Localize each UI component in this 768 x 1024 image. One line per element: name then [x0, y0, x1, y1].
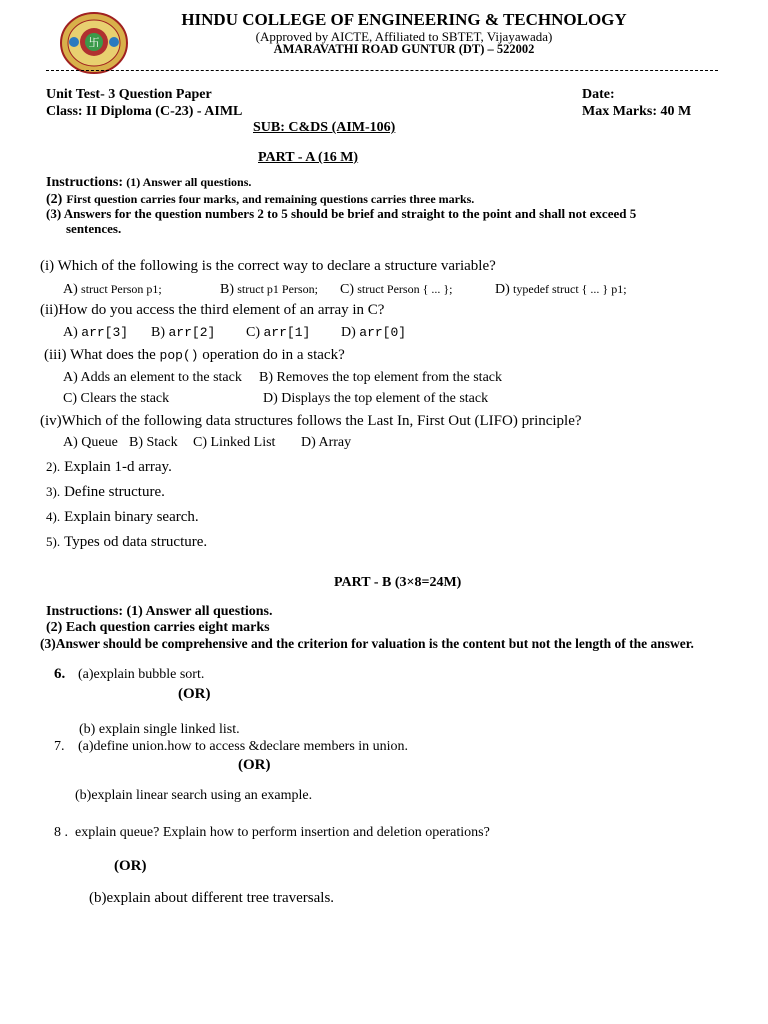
question-7-number: 7. — [54, 739, 65, 754]
q2-option-a: A) arr[3] — [63, 325, 129, 340]
question-6b: (b) explain single linked list. — [79, 722, 240, 737]
part-a-instruction-2: (2) First question carries four marks, and remaining questions carries three marks. — [46, 192, 475, 207]
test-title: Unit Test- 3 Question Paper — [46, 87, 212, 102]
question-3: 3). Define structure. — [46, 484, 165, 500]
part-a-instruction-3-cont: sentences. — [66, 221, 122, 236]
question-6-number: 6. — [54, 666, 66, 682]
q4-option-c: C) Linked List — [193, 435, 276, 450]
part-b-instruction-1: Instructions: (1) Answer all questions. — [46, 604, 273, 619]
q4-option-b: B) Stack — [129, 435, 178, 450]
question-6a: (a)explain bubble sort. — [78, 667, 205, 682]
address-line: AMARAVATHI ROAD GUNTUR (DT) – 522002 — [273, 42, 535, 56]
part-b-instruction-2: (2) Each question carries eight marks — [46, 620, 270, 635]
question-1-ii: (ii)How do you access the third element of an array in C? — [40, 302, 385, 318]
or-6: (OR) — [178, 686, 211, 702]
approval-line: (Approved by AICTE, Affiliated to SBTET, Vijayawada) — [255, 29, 553, 44]
question-8b: (b)explain about different tree traversals. — [89, 890, 335, 906]
q3-option-a: A) Adds an element to the stack — [63, 370, 242, 385]
q3-option-b: B) Removes the top element from the stack — [259, 370, 502, 385]
q1-option-b: B) struct p1 Person; — [220, 282, 318, 297]
q3-option-c: C) Clears the stack — [63, 391, 170, 406]
question-7a: (a)define union.how to access &declare members in union. — [78, 739, 409, 754]
max-marks: Max Marks: 40 M — [582, 104, 692, 119]
q1-option-d: D) typedef struct { ... } p1; — [495, 282, 627, 297]
q4-option-a: A) Queue — [63, 435, 118, 450]
subject-line: SUB: C&DS (AIM-106) — [253, 120, 396, 135]
q1-option-c: C) struct Person { ... }; — [340, 282, 453, 297]
header-divider — [46, 70, 718, 71]
svg-text:卐: 卐 — [88, 36, 100, 49]
question-1-i: (i) Which of the following is the correct way to declare a structure variable? — [40, 258, 496, 274]
part-b-heading: PART - B (3×8=24M) — [334, 575, 462, 590]
q2-option-b: B) arr[2] — [151, 325, 216, 340]
question-8a: explain queue? Explain how to perform insertion and deletion operations? — [75, 825, 490, 840]
q2-option-c: C) arr[1] — [246, 325, 311, 340]
question-4: 4). Explain binary search. — [46, 509, 199, 525]
college-name: HINDU COLLEGE OF ENGINEERING & TECHNOLOGY — [181, 10, 627, 29]
date-label: Date: — [582, 87, 615, 102]
q2-option-d: D) arr[0] — [341, 325, 407, 340]
part-a-instruction-3: (3) Answers for the question numbers 2 to 5 should be brief and straight to the point and shall not exceed 5 — [46, 206, 637, 221]
question-5: 5). Types od data structure. — [46, 534, 208, 550]
question-1-iii: (iii) What does the pop() operation do in a stack? — [44, 347, 345, 363]
part-b-instruction-3: (3)Answer should be comprehensive and the criterion for valuation is the content but not the length of the answer. — [40, 636, 694, 651]
question-8-number: 8 . — [54, 825, 68, 840]
question-7b: (b)explain linear search using an example. — [75, 788, 313, 803]
part-a-instruction-1: Instructions: (1) Answer all questions. — [46, 175, 252, 190]
q3-option-d: D) Displays the top element of the stack — [263, 391, 489, 406]
q1-option-a: A) struct Person p1; — [63, 282, 162, 297]
question-2: 2). Explain 1-d array. — [46, 459, 172, 475]
or-8: (OR) — [114, 858, 147, 874]
q4-option-d: D) Array — [301, 435, 352, 450]
or-7: (OR) — [238, 757, 271, 773]
class-line: Class: II Diploma (C-23) - AIML — [46, 104, 243, 119]
part-a-heading: PART - A (16 M) — [258, 150, 359, 165]
question-1-iv: (iv)Which of the following data structures follows the Last In, First Out (LIFO) principle? — [40, 413, 582, 429]
